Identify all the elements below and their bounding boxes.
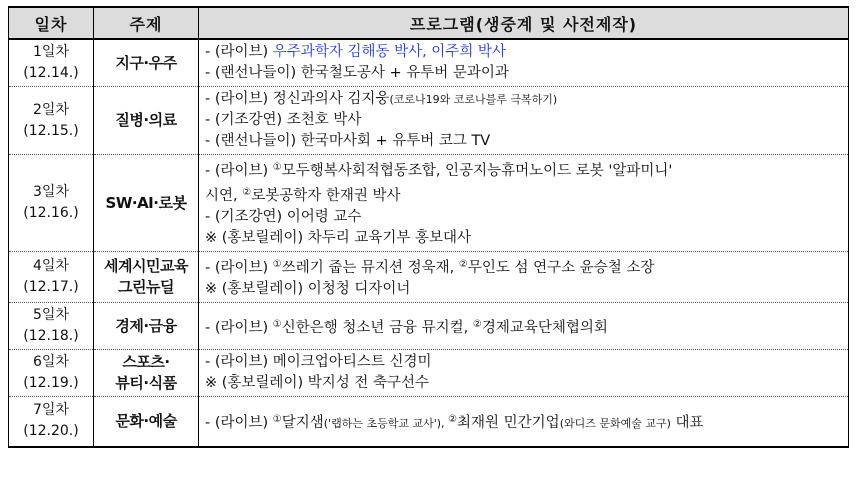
day-label: 6일차 xyxy=(33,354,69,370)
program-text: 로봇공학자 한재권 박사 xyxy=(251,188,401,204)
header-row xyxy=(9,7,849,39)
item-number-marker: ② xyxy=(472,318,482,330)
program-text: - (라이브) xyxy=(205,260,273,276)
header-day: 일차 xyxy=(9,7,94,39)
program-text: - (라이브) xyxy=(205,414,273,431)
day-label: 5일차 xyxy=(33,307,69,323)
day-label: 2일차 xyxy=(33,101,69,118)
schedule-row xyxy=(9,303,849,350)
header-topic: 주제 xyxy=(94,7,199,39)
program-line xyxy=(205,110,842,131)
topic-label: 스포츠· xyxy=(122,353,170,371)
day-cell xyxy=(9,397,94,447)
item-number-marker: ② xyxy=(242,187,252,198)
schedule-row xyxy=(9,87,849,155)
program-text: 달지샘 xyxy=(281,414,324,431)
day-label: 4일차 xyxy=(33,258,69,274)
program-line xyxy=(205,254,842,279)
topic-label: 문화·예술 xyxy=(115,411,177,430)
program-text: ※ (홍보릴레이) 박지성 전 축구선수 xyxy=(205,375,429,391)
topic-label: 세계시민교육 xyxy=(104,257,188,275)
topic-label: 지구·우주 xyxy=(115,53,177,72)
program-line xyxy=(205,63,842,84)
schedule-row xyxy=(9,397,849,447)
program-line xyxy=(205,409,842,434)
day-label: 1일차 xyxy=(33,44,69,60)
day-date: (12.16.) xyxy=(23,205,79,221)
program-line xyxy=(205,314,842,339)
day-date: (12.20.) xyxy=(23,423,79,440)
day-date: (12.17.) xyxy=(23,279,79,295)
topic-label: 경제·금융 xyxy=(115,316,177,335)
program-line xyxy=(205,131,842,152)
program-text: - (라이브) xyxy=(205,163,273,179)
program-schedule-table xyxy=(8,6,849,448)
schedule-row xyxy=(9,350,849,397)
day-date: (12.19.) xyxy=(23,375,79,391)
program-text: 시연, xyxy=(205,188,243,204)
day-label: 7일차 xyxy=(33,402,69,419)
program-line xyxy=(205,157,842,182)
day-date: (12.14.) xyxy=(23,65,79,81)
program-text: 최재원 민간기업 xyxy=(457,414,560,431)
program-line xyxy=(205,279,842,300)
program-line xyxy=(205,352,842,373)
topic-label: SW·AI·로봇 xyxy=(105,193,187,212)
program-cell xyxy=(199,39,849,87)
topic-cell xyxy=(94,155,199,252)
schedule-row xyxy=(9,155,849,252)
topic-cell xyxy=(94,303,199,350)
program-text: ※ (홍보릴레이) 이청청 디자이너 xyxy=(205,281,411,297)
program-text: 우주과학자 김해동 박사, 이주희 박사 xyxy=(272,44,506,60)
program-text: 쓰레기 줍는 뮤지션 정욱재, xyxy=(281,260,459,276)
program-text: 경제교육단체협의회 xyxy=(481,319,608,336)
program-text: 신한은행 청소년 금융 뮤지컬, xyxy=(281,319,473,336)
day-cell xyxy=(9,155,94,252)
program-text: 무인도 섬 연구소 윤승철 소장 xyxy=(467,260,655,276)
program-text: ※ (홍보릴레이) 차두리 교육기부 홍보대사 xyxy=(205,230,472,246)
day-label: 3일차 xyxy=(33,184,69,200)
program-cell xyxy=(199,252,849,303)
program-text: - (랜선나들이) 한국마사회 + 유투버 코그 TV xyxy=(205,133,491,149)
program-text: - (기조강연) 이어령 교수 xyxy=(205,209,362,225)
program-line xyxy=(205,373,842,394)
program-text: 모두행복사회적협동조합, 인공지능휴머노이드 로봇 '알파미니' xyxy=(281,163,673,179)
day-date: (12.18.) xyxy=(23,328,79,344)
program-text: (와디즈 문화예술 교구) xyxy=(559,416,671,430)
program-cell xyxy=(199,303,849,350)
item-number-marker: ① xyxy=(272,162,282,173)
topic-cell xyxy=(94,252,199,303)
program-line xyxy=(205,228,842,249)
program-cell xyxy=(199,87,849,155)
item-number-marker: ① xyxy=(272,413,282,425)
program-line xyxy=(205,89,842,110)
item-number-marker: ② xyxy=(458,259,468,270)
topic-cell xyxy=(94,87,199,155)
header-program: 프로그램(생중계 및 사전제작) xyxy=(199,7,849,39)
item-number-marker: ① xyxy=(272,318,282,330)
day-date: (12.15.) xyxy=(23,122,79,139)
program-text: ('랩하는 초등학교 교사'), xyxy=(323,416,449,430)
item-number-marker: ① xyxy=(272,259,282,270)
program-line xyxy=(205,207,842,228)
topic-cell xyxy=(94,39,199,87)
program-text: - (기조강연) 조천호 박사 xyxy=(205,112,362,128)
topic-cell xyxy=(94,397,199,447)
program-text: - (라이브) 정신과의사 김지웅 xyxy=(205,91,390,107)
program-line xyxy=(205,182,842,207)
schedule-row xyxy=(9,252,849,303)
topic-label: 뷰티·식품 xyxy=(115,374,177,392)
schedule-row xyxy=(9,39,849,87)
day-cell xyxy=(9,303,94,350)
day-cell xyxy=(9,252,94,303)
program-cell xyxy=(199,350,849,397)
program-line xyxy=(205,42,842,63)
topic-label: 그린뉴딜 xyxy=(118,278,174,296)
program-text: 대표 xyxy=(670,414,704,431)
program-cell xyxy=(199,397,849,447)
topic-label: 질병·의료 xyxy=(115,111,177,129)
program-text: - (라이브) xyxy=(205,44,273,60)
program-cell xyxy=(199,155,849,252)
day-cell xyxy=(9,87,94,155)
program-text: - (라이브) 메이크업아티스트 신경미 xyxy=(205,354,432,370)
day-cell xyxy=(9,350,94,397)
day-cell xyxy=(9,39,94,87)
program-text: - (랜선나들이) 한국철도공사 + 유투버 문과이과 xyxy=(205,65,509,81)
topic-cell xyxy=(94,350,199,397)
program-text: (코로나19와 코로나블루 극복하기) xyxy=(389,93,558,106)
program-text: - (라이브) xyxy=(205,319,273,336)
item-number-marker: ② xyxy=(448,413,458,425)
